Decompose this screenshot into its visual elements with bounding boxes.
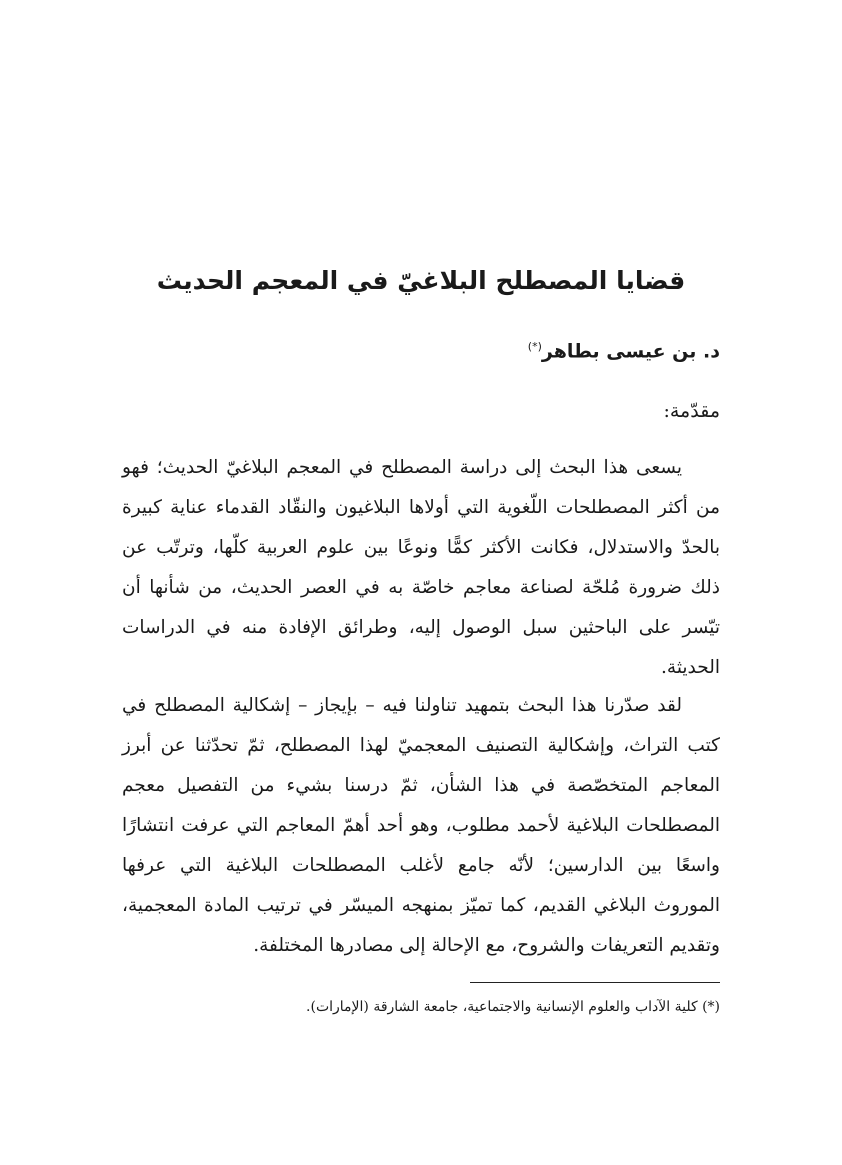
footnote-divider	[470, 982, 720, 983]
footnote: (*) كلية الآداب والعلوم الإنسانية والاجتماعية، جامعة الشارقة (الإمارات).	[306, 999, 720, 1015]
body-paragraph-1: يسعى هذا البحث إلى دراسة المصطلح في المعجم البلاغيّ الحديث؛ فهو من أكثر المصطلحات اللّغوية التي أولاها البلاغيون والنقّاد القدماء عناية كبيرة بالحدّ والاستدلال، فكانت الأكثر كمًّا ونوعًا بين علوم العربية كلّها، وترتّب عن ذلك ضرورة مُلحّة لصناعة معاجم خاصّة به في العصر الحديث، من شأنها أن تيّسر على الباحثين سبل الوصول إليه، وطرائق الإفادة منه في الدراسات الحديثة.	[122, 457, 720, 678]
article-title: قضايا المصطلح البلاغيّ في المعجم الحديث	[156, 266, 686, 295]
author-name: د. بن عيسى بطاهر	[541, 340, 720, 363]
body-paragraph-2: لقد صدّرنا هذا البحث بتمهيد تناولنا فيه – بإيجاز – إشكالية المصطلح في كتب التراث، وإشكالية التصنيف المعجميّ لهذا المصطلح، ثمّ تحدّثنا عن أبرز المعاجم المتخصّصة في هذا الشأن، ثمّ درسنا بشيء من التفصيل معجم المصطلحات البلاغية لأحمد مطلوب، وهو أحد أهمّ المعاجم التي عرفت انتشارًا واسعًا بين الدارسين؛ لأنّه جامع لأغلب المصطلحات البلاغية التي عرفها الموروث البلاغي القديم، كما تميّز بمنهجه الميسّر في ترتيب المادة المعجمية، وتقديم التعريفات والشروح، مع الإحالة إلى مصادرها المختلفة.	[122, 695, 720, 956]
author-footnote-marker: (*)	[527, 340, 542, 353]
intro-heading: مقدّمة:	[663, 400, 720, 422]
author-line	[528, 340, 720, 362]
